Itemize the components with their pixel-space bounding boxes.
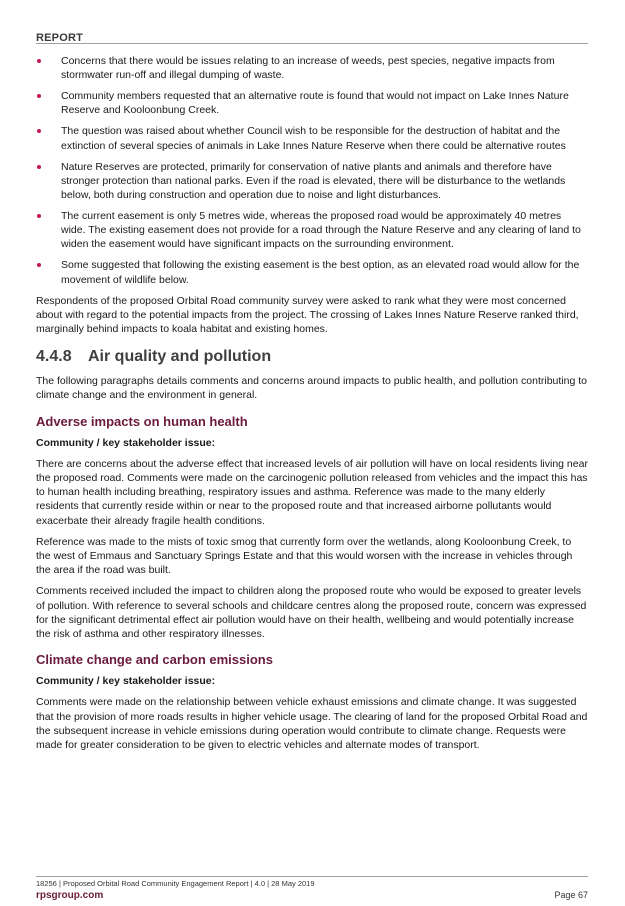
list-item-text: Nature Reserves are protected, primarily for conservation of native plants and animals and therefore have stronger protection than national parks. Even if the road is elevated, there will be disturbance to the wetlands below, both during construction and operation due to noise and light disturbances. [61,160,566,202]
list-item-text: Some suggested that following the existing easement is the best option, as an elevated road would allow for the movement of wildlife below. [61,259,580,286]
list-item-text: The current easement is only 5 metres wide, whereas the proposed road would be approximately 40 metres wide. The existing easement does not provide for a road through the Nature Reserve and any clearing of land to widen the easement would have significant impacts on the surrounding environment. [61,210,581,251]
page-number: Page 67 [554,890,588,900]
bullet-icon [37,165,41,169]
bullet-icon [37,129,41,133]
climate-issue-label: Community / key stakeholder issue: [36,675,216,688]
header-divider [36,43,588,44]
concern-list [36,54,588,287]
list-item-text: Community members requested that an alternative route is found that would not impact on Lake Innes Nature Reserve and Kooloonbung Creek. [61,90,569,117]
list-item [36,54,588,82]
bullet-icon [37,94,41,98]
list-item-text: The question was raised about whether Council wish to be responsible for the destruction of habitat and the extinction of several species of animals in Lake Innes Nature Reserve when there could be alternative routes [61,125,566,152]
health-paragraph: There are concerns about the adverse effect that increased levels of air pollution will have on local residents living near the proposed road. Comments were made on the carcinogenic pollution released from vehicles and the impact this has to human health including breathing, respiratory issues and asthma. Reference was made to the many elderly residents that currently reside within or near to the proposed route and that increased airborne pollutants would exacerbate their already fragile health conditions. [36,457,588,527]
bullet-icon [37,214,41,218]
page-header [36,28,588,42]
list-item [36,160,588,203]
survey-paragraph: Respondents of the proposed Orbital Road community survey were asked to rank what they were most concerned about with regard to the potential impacts from the project. The crossing of Lakes Innes Nature Reserve ranked third, marginally behind impacts to koala habitat and existing homes. [36,294,579,336]
list-item [36,258,588,286]
section-number: 4.4.8 [36,348,72,366]
footer-reference: 18256 | Proposed Orbital Road Community Engagement Report | 4.0 | 28 May 2019 [36,879,315,888]
bullet-icon [37,59,41,63]
footer-divider [36,876,588,877]
section-title: Air quality and pollution [88,348,272,366]
section-intro: The following paragraphs details comments and concerns around impacts to public health, and pollution contributing to climate change and the environment in general. [36,375,587,402]
footer-website: rpsgroup.com [36,890,104,901]
health-heading: Adverse impacts on human health [36,413,248,429]
climate-paragraph: Comments were made on the relationship between vehicle exhaust emissions and climate change. It was suggested that the provision of more roads results in higher vehicle usage. The clearing of land for the proposed Orbital Road and the subsequent increase in vehicle emissions during operation would contribute to climate change. Requests were made for greater consideration to be given to electric vehicles and alternate modes of transport. [36,696,588,752]
list-item [36,209,588,252]
health-paragraph: Reference was made to the mists of toxic smog that currently form over the wetlands, along Kooloonbung Creek, to the west of Emmaus and Sanctuary Springs Estate and that this would worsen with the increase in vehicles through the area if the road was built. [36,535,573,577]
list-item [36,124,588,152]
health-paragraph: Comments received included the impact to children along the proposed route who would be exposed to greater levels of pollution. With reference to several schools and childcare centres along the proposed route, concern was expressed for the significant detrimental effect air pollution would have on their health, wellbeing and would potentially increase the risk of asthma and other respiratory illnesses. [36,585,587,641]
health-issue-label: Community / key stakeholder issue: [36,436,216,449]
main-content [36,54,588,759]
header-label: REPORT [36,32,84,44]
list-item [36,89,588,117]
section-heading [36,347,588,367]
bullet-icon [37,263,41,267]
list-item-text: Concerns that there would be issues relating to an increase of weeds, pest species, negative impacts from stormwater run-off and illegal dumping of waste. [61,55,555,82]
climate-heading: Climate change and carbon emissions [36,652,273,668]
